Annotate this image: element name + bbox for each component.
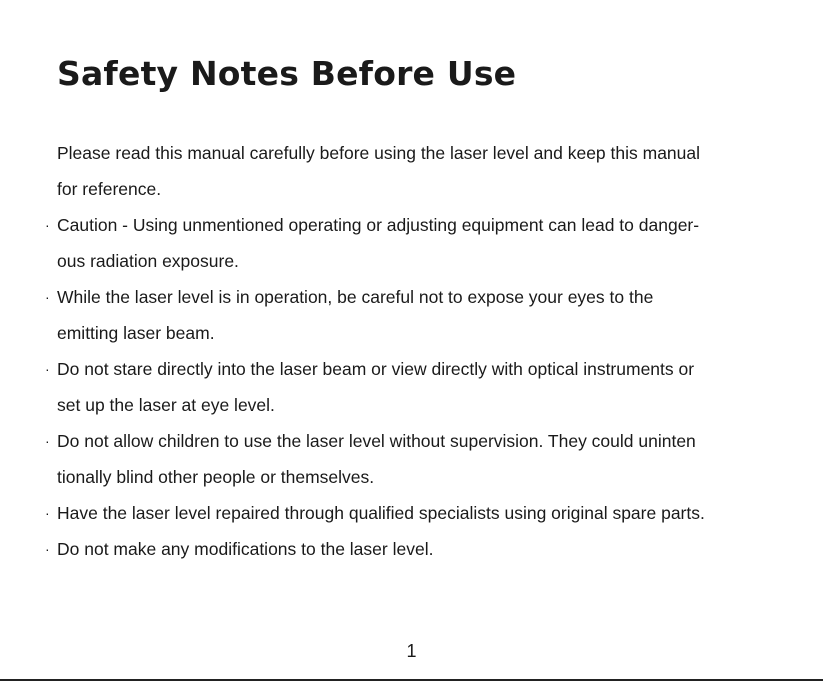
list-item xyxy=(45,351,767,387)
page-number: 1 xyxy=(406,641,417,661)
list-item-continuation: emitting laser beam. xyxy=(57,323,215,343)
list-item xyxy=(45,495,767,531)
list-item xyxy=(45,423,767,459)
list-item xyxy=(45,279,767,315)
list-item-text: Have the laser level repaired through qualified specialists using original spare parts. xyxy=(57,503,705,523)
list-item xyxy=(45,531,767,567)
bullet-marker: · xyxy=(45,433,50,449)
intro-line-1: Please read this manual carefully before using the laser level and keep this manual xyxy=(57,143,701,163)
list-item-continuation: tionally blind other people or themselves. xyxy=(57,467,375,487)
list-item xyxy=(45,207,767,243)
intro-line-2: for reference. xyxy=(57,179,162,199)
page-title: Safety Notes Before Use xyxy=(57,54,517,93)
list-item-continuation: set up the laser at eye level. xyxy=(57,395,275,415)
bullet-marker: · xyxy=(45,217,50,233)
list-item-text: Do not stare directly into the laser beam or view directly with optical instruments or xyxy=(57,359,695,379)
page-bottom-rule xyxy=(0,679,823,681)
list-item-text: Do not allow children to use the laser level without supervision. They could uninten xyxy=(57,431,696,451)
safety-notes-body xyxy=(45,135,767,567)
list-item-text: While the laser level is in operation, be careful not to expose your eyes to the xyxy=(57,287,654,307)
bullet-marker: · xyxy=(45,541,50,557)
bullet-marker: · xyxy=(45,505,50,521)
list-item-text: Do not make any modifications to the laser level. xyxy=(57,539,434,559)
list-item-continuation: ous radiation exposure. xyxy=(57,251,239,271)
bullet-marker: · xyxy=(45,361,50,377)
list-item-text: Caution - Using unmentioned operating or adjusting equipment can lead to danger- xyxy=(57,215,700,235)
bullet-marker: · xyxy=(45,289,50,305)
